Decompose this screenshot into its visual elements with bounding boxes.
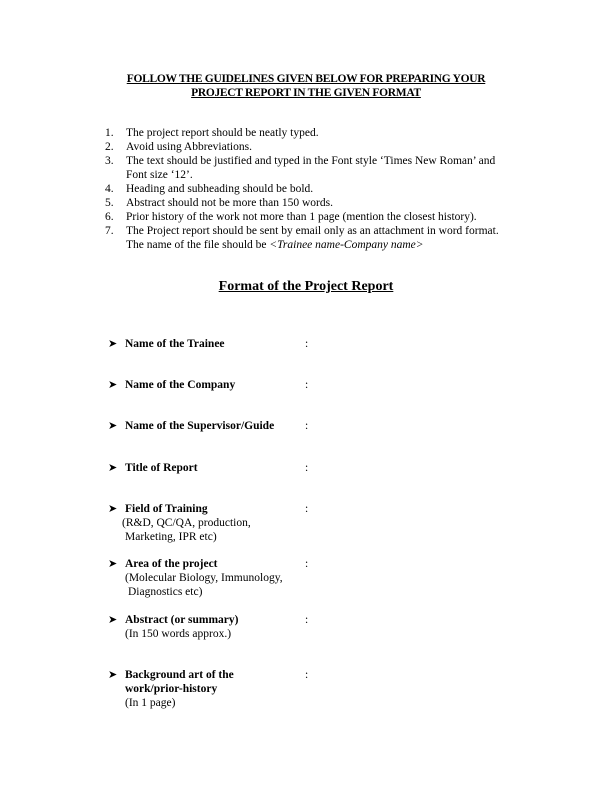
heading-line-2: PROJECT REPORT IN THE GIVEN FORMAT bbox=[191, 87, 421, 99]
field-label: Name of the Trainee bbox=[125, 338, 225, 350]
field-hint: Marketing, IPR etc) bbox=[125, 531, 217, 543]
arrow-bullet-icon: ➤ bbox=[108, 419, 118, 432]
field-colon: : bbox=[305, 462, 309, 474]
field-colon: : bbox=[305, 669, 309, 681]
list-number: 1. bbox=[105, 127, 114, 139]
field-colon: : bbox=[305, 614, 309, 626]
list-number: 2. bbox=[105, 141, 114, 153]
arrow-bullet-icon: ➤ bbox=[108, 502, 118, 515]
field-label: Abstract (or summary) bbox=[125, 614, 239, 626]
list-number: 4. bbox=[105, 183, 114, 195]
list-number: 7. bbox=[105, 225, 114, 237]
field-label: Field of Training bbox=[125, 503, 208, 515]
list-item bbox=[105, 182, 535, 196]
list-number: 6. bbox=[105, 211, 114, 223]
field-hint: (Molecular Biology, Immunology, bbox=[125, 572, 283, 584]
field-label: Name of the Company bbox=[125, 379, 236, 391]
field-hint: (In 150 words approx.) bbox=[125, 628, 232, 640]
list-text-continued bbox=[126, 238, 535, 252]
list-text: Avoid using Abbreviations. bbox=[126, 141, 252, 153]
field-hint: (R&D, QC/QA, production, bbox=[122, 517, 251, 529]
list-text: Prior history of the work not more than 1 page (mention the closest history). bbox=[126, 211, 477, 223]
field-colon: : bbox=[305, 379, 309, 391]
arrow-bullet-icon: ➤ bbox=[108, 461, 118, 474]
list-text: The text should be justified and typed in the Font style ‘Times New Roman’ and bbox=[126, 155, 496, 167]
arrow-bullet-icon: ➤ bbox=[108, 557, 118, 570]
field-label: Background art of the bbox=[125, 669, 234, 681]
field-colon: : bbox=[305, 503, 309, 515]
list-item bbox=[105, 126, 535, 140]
field-label: Name of the Supervisor/Guide bbox=[125, 420, 275, 432]
file-name-prefix: The name of the file should be bbox=[126, 239, 270, 251]
list-item bbox=[105, 224, 535, 252]
field-label: Area of the project bbox=[125, 558, 218, 570]
file-name-format: <Trainee name-Company name> bbox=[269, 239, 424, 251]
list-text: The project report should be neatly typed. bbox=[126, 127, 319, 139]
list-text-continued: Font size ‘12’. bbox=[126, 169, 193, 181]
arrow-bullet-icon: ➤ bbox=[108, 613, 118, 626]
list-text: Heading and subheading should be bold. bbox=[126, 183, 314, 195]
arrow-bullet-icon: ➤ bbox=[108, 337, 118, 350]
field-label: Title of Report bbox=[125, 462, 198, 474]
field-hint: Diagnostics etc) bbox=[128, 586, 203, 598]
field-colon: : bbox=[305, 558, 309, 570]
list-item bbox=[105, 140, 535, 154]
list-item bbox=[105, 196, 535, 210]
arrow-bullet-icon: ➤ bbox=[108, 378, 118, 391]
list-text: Abstract should not be more than 150 words. bbox=[126, 197, 333, 209]
field-label-continued: work/prior-history bbox=[125, 683, 218, 695]
document-heading bbox=[0, 72, 612, 100]
field-hint: (In 1 page) bbox=[125, 697, 176, 709]
list-item bbox=[105, 154, 535, 182]
arrow-bullet-icon: ➤ bbox=[108, 668, 118, 681]
field-colon: : bbox=[305, 338, 309, 350]
heading-line-1: FOLLOW THE GUIDELINES GIVEN BELOW FOR PREPARING YOUR bbox=[126, 73, 486, 85]
list-item bbox=[105, 210, 535, 224]
field-colon: : bbox=[305, 420, 309, 432]
format-title: Format of the Project Report bbox=[218, 279, 394, 294]
guidelines-list bbox=[105, 126, 535, 252]
list-number: 5. bbox=[105, 197, 114, 209]
list-text: The Project report should be sent by email only as an attachment in word format. bbox=[126, 225, 499, 237]
list-number: 3. bbox=[105, 155, 114, 167]
